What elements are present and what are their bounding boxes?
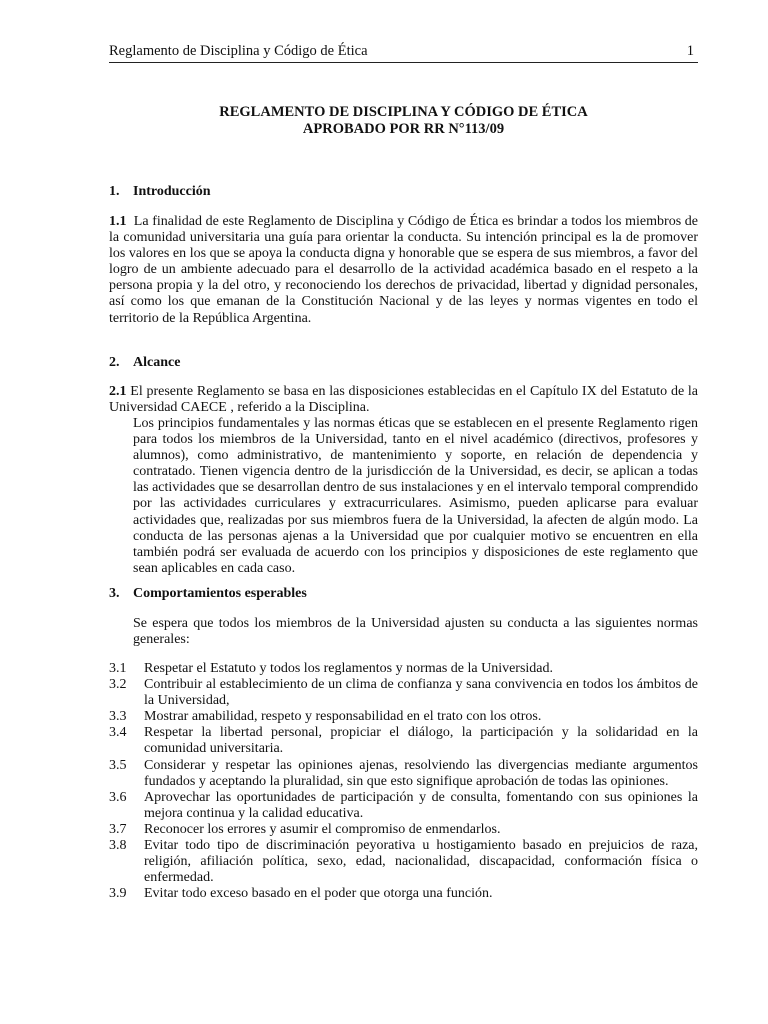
section-number: 3. xyxy=(109,586,120,601)
header-title: Reglamento de Disciplina y Código de Ética xyxy=(109,43,368,59)
list-item-text: Respetar el Estatuto y todos los reglamentos y normas de la Universidad. xyxy=(144,661,554,676)
section-title: Comportamientos esperables xyxy=(133,586,307,601)
section-number: 2. xyxy=(109,355,120,370)
list-item-number: 3.4 xyxy=(109,725,127,741)
page-header xyxy=(109,42,698,63)
section-heading-alcance xyxy=(109,354,180,371)
section-heading-introduccion xyxy=(109,183,211,200)
list-item-number: 3.8 xyxy=(109,838,127,854)
section-heading-comportamientos xyxy=(109,585,307,602)
list-item-text: Contribuir al establecimiento de un clima de confianza y sana convivencia en todos los ámbitos de la Universidad, xyxy=(144,677,698,709)
paragraph-text: Los principios fundamentales y las normas éticas que se establecen en el presente Reglamento rigen para todos los miembros de la Universidad, tanto en el nivel académico (directivos, profesores y alumnos), como administrativo, de mantenimiento y soporte, en relación de dependencia y contratado. Tienen vigencia dentro de la jurisdicción de la Universidad, es decir, se aplican a todas las actividades que se desarrollan dentro de sus instalaciones y en el intervalo temporal comprendido por las actividades curriculares y extracurriculares. Asimismo, pueden aplicarse para evaluar actividades que, realizadas por sus miembros fuera de la Universidad, la afecten de algún modo. La conducta de las personas ajenas a la Universidad que por cualquier motivo se encuentren en ella también podrá ser evaluada de acuerdo con los principios y disposiciones de este reglamento que sean aplicables en cada caso. xyxy=(133,416,698,576)
list-item-number: 3.5 xyxy=(109,757,127,773)
list-item xyxy=(109,790,698,822)
list-item-text: Aprovechar las oportunidades de participación y de consulta, fomentando con sus opiniones la mejora continua y la calidad educativa. xyxy=(144,789,698,821)
list-item-number: 3.2 xyxy=(109,677,127,693)
list-item-text: Evitar todo exceso basado en el poder que otorga una función. xyxy=(144,886,493,902)
paragraph-1-1 xyxy=(109,214,698,327)
norms-list xyxy=(109,661,698,902)
list-item xyxy=(109,758,698,790)
list-item-text: Mostrar amabilidad, respeto y responsabilidad en el trato con los otros. xyxy=(144,709,542,725)
list-item xyxy=(109,838,698,886)
list-item-number: 3.3 xyxy=(109,709,127,725)
paragraph-text: La finalidad de este Reglamento de Disciplina y Código de Ética es brindar a todos los miembros de la comunidad universitaria una guía para orientar la conducta. Su intención principal es la de promover los valores en los que se apoya la conducta digna y honorable que se espera de sus miembros, a favor del logro de un ambiente adecuado para el desarrollo de la actividad académica basado en el respeto a la persona propia y la del otro, y reconociendo los derechos de privacidad, libertad y dignidad personales, así como los que emanan de la Constitución Nacional y de las leyes y normas vigentes en todo el territorio de la República Argentina. xyxy=(109,214,698,326)
page-number: 1 xyxy=(686,43,694,59)
section-3-intro xyxy=(133,616,698,648)
paragraph-text: El presente Reglamento se basa en las disposiciones establecidas en el Capítulo IX del Estatuto de la Universidad CAECE , referido a la Disciplina. xyxy=(109,384,699,416)
list-item xyxy=(109,886,698,902)
list-item-text: Considerar y respetar las opiniones ajenas, resolviendo las divergencias mediante argumentos fundados y aceptando la pluralidad, sin que esto signifique aprobación de todas las opiniones. xyxy=(144,757,698,789)
list-item xyxy=(109,677,698,709)
section-title: Alcance xyxy=(133,355,181,370)
list-item-text: Reconocer los errores y asumir el compromiso de enmendarlos. xyxy=(144,821,501,837)
list-item xyxy=(109,709,698,725)
list-item-text: Evitar todo tipo de discriminación peyorativa u hostigamiento basado en prejuicios de raza, religión, afiliación política, sexo, edad, nacionalidad, discapacidad, conformación física o enfermedad. xyxy=(144,838,698,886)
paragraph-text: Se espera que todos los miembros de la Universidad ajusten su conducta a las siguientes normas generales: xyxy=(133,616,698,648)
document-title xyxy=(109,104,698,138)
list-item xyxy=(109,725,698,757)
document-title-line1: REGLAMENTO DE DISCIPLINA Y CÓDIGO DE ÉTICA xyxy=(219,104,588,120)
list-item xyxy=(109,822,698,838)
list-item-number: 3.7 xyxy=(109,821,127,837)
paragraph-2-1 xyxy=(109,384,698,416)
section-title: Introducción xyxy=(133,184,211,199)
paragraph-number: 1.1 xyxy=(109,214,127,229)
list-item-number: 3.1 xyxy=(109,661,127,676)
list-item-number: 3.6 xyxy=(109,789,127,805)
section-number: 1. xyxy=(109,184,120,199)
paragraph-2-scope xyxy=(133,416,698,577)
paragraph-number: 2.1 xyxy=(109,384,127,399)
list-item-number: 3.9 xyxy=(109,886,127,902)
document-title-line2: APROBADO POR RR N°113/09 xyxy=(302,121,505,137)
list-item-text: Respetar la libertad personal, propiciar el diálogo, la participación y la solidaridad en la comunidad universitaria. xyxy=(144,725,698,757)
list-item xyxy=(109,661,698,677)
